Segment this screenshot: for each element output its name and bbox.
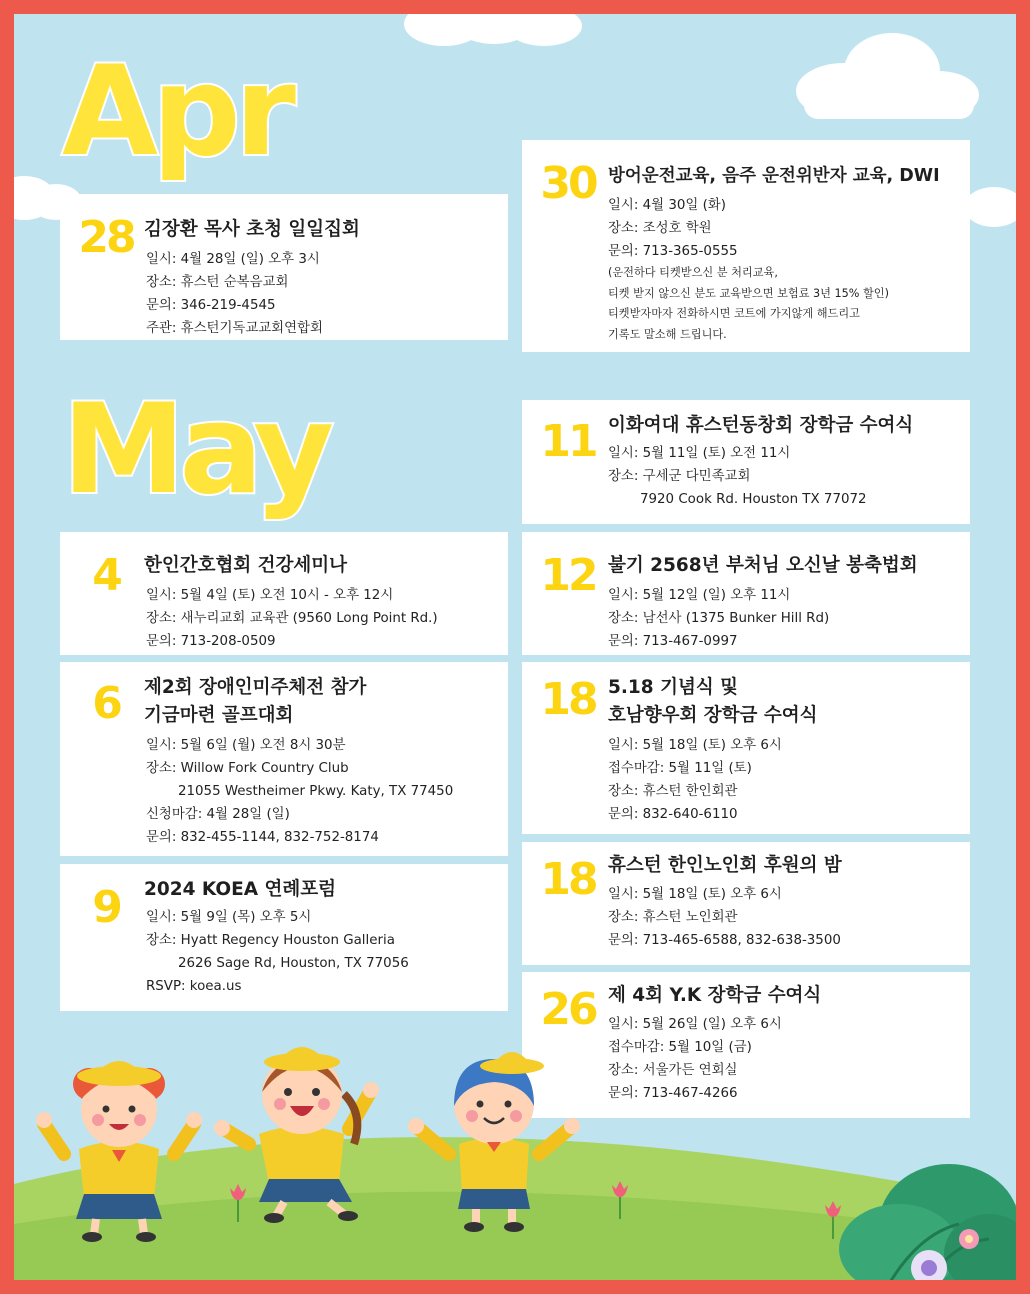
event-details <box>608 584 829 653</box>
cloud-right-small <box>964 179 1016 229</box>
event-line: 문의: 713-465-6588, 832-638-3500 <box>608 933 841 948</box>
kid-illustration-right <box>404 1044 584 1234</box>
event-day: 18 <box>540 854 596 905</box>
event-line: 장소: 휴스턴 한인회관 <box>608 784 738 799</box>
event-line: 장소: 구세군 다민족교회 <box>608 469 751 484</box>
kid-illustration-left <box>34 1054 204 1244</box>
event-day: 28 <box>78 212 134 263</box>
event-title: 2024 KOEA 연례포럼 <box>144 879 337 900</box>
cloud-right <box>784 29 984 124</box>
event-line: 21055 Westheimer Pkwy. Katy, TX 77450 <box>178 784 454 799</box>
event-line: 문의: 713-467-4266 <box>608 1086 738 1101</box>
event-line: 일시: 4월 30일 (화) <box>608 198 726 213</box>
event-title: 방어운전교육, 음주 운전위반자 교육, DWI <box>608 166 940 186</box>
event-details <box>608 883 841 952</box>
event-day: 9 <box>92 882 120 933</box>
kid-illustration-center <box>214 1034 384 1224</box>
event-note: 기록도 말소해 드립니다. <box>608 327 727 341</box>
event-title: 5.18 기념식 및 <box>608 677 739 698</box>
event-line: 2626 Sage Rd, Houston, TX 77056 <box>178 956 409 971</box>
event-card-apr-30 <box>522 140 970 352</box>
event-card-may-9 <box>60 864 508 1011</box>
event-note: 티켓 받지 않으신 분도 교육받으면 보험료 3년 15% 할인) <box>608 286 889 300</box>
event-details <box>146 906 409 998</box>
event-details <box>608 194 889 345</box>
cloud-top-center <box>394 14 594 54</box>
event-line: 장소: 조성호 학원 <box>608 221 712 236</box>
event-line: 장소: 서울가든 연회실 <box>608 1063 738 1078</box>
event-line: 장소: Willow Fork Country Club <box>146 761 349 776</box>
event-day: 6 <box>92 678 120 729</box>
event-title: 제2회 장애인미주체전 참가 <box>144 677 367 698</box>
event-card-may-18-memorial <box>522 662 970 834</box>
event-title: 불기 2568년 부처님 오신날 봉축법회 <box>608 555 918 576</box>
event-note: 티켓받자마자 전화하시면 코트에 가지않게 해드리고 <box>608 307 860 320</box>
event-day: 26 <box>540 984 596 1035</box>
event-title: 한인간호협회 건강세미나 <box>144 555 348 576</box>
event-line: 일시: 5월 18일 (토) 오후 6시 <box>608 887 782 902</box>
event-day: 18 <box>540 674 596 725</box>
event-line: 장소: 휴스턴 노인회관 <box>608 910 738 925</box>
event-line: 7920 Cook Rd. Houston TX 77072 <box>640 492 867 507</box>
event-line: 신청마감: 4월 28일 (일) <box>146 807 290 822</box>
event-title: 제 4회 Y.K 장학금 수여식 <box>608 985 822 1006</box>
sky-background <box>14 14 1016 1280</box>
event-day: 4 <box>92 550 120 601</box>
event-line: 일시: 5월 4일 (토) 오전 10시 - 오후 12시 <box>146 588 394 603</box>
event-line: 일시: 5월 6일 (월) 오전 8시 30분 <box>146 738 346 753</box>
event-line: 문의: 713-365-0555 <box>608 244 738 259</box>
event-day: 11 <box>540 416 596 467</box>
event-line: 문의: 713-208-0509 <box>146 634 276 649</box>
event-details <box>146 584 438 653</box>
event-title: 김장환 목사 초청 일일집회 <box>144 219 360 240</box>
event-card-may-6 <box>60 662 508 856</box>
event-line: 장소: 휴스턴 순복음교회 <box>146 275 289 290</box>
event-details <box>146 734 453 849</box>
event-line: 일시: 5월 26일 (일) 오후 6시 <box>608 1017 782 1032</box>
event-line: 장소: 남선사 (1375 Bunker Hill Rd) <box>608 611 830 626</box>
event-day: 12 <box>540 550 596 601</box>
event-line: 접수마감: 5월 11일 (토) <box>608 761 752 776</box>
tulip-icon <box>821 1199 845 1239</box>
bush-illustration <box>829 1154 1016 1280</box>
event-line: 문의: 346-219-4545 <box>146 298 276 313</box>
event-line: 주관: 휴스턴기독교교회연합회 <box>146 321 323 336</box>
month-title-apr: Apr <box>62 40 290 184</box>
event-line: 접수마감: 5월 10일 (금) <box>608 1040 752 1055</box>
event-details <box>608 734 782 826</box>
event-card-may-26 <box>522 972 970 1118</box>
event-card-apr-28 <box>60 194 508 340</box>
event-day: 30 <box>540 158 596 209</box>
event-card-may-11 <box>522 400 970 524</box>
event-line: 일시: 5월 12일 (일) 오후 11시 <box>608 588 791 603</box>
event-title: 이화여대 휴스턴동창회 장학금 수여식 <box>608 415 914 436</box>
event-card-may-18-seniors <box>522 842 970 965</box>
event-title: 기금마련 골프대회 <box>144 705 294 726</box>
event-line: 일시: 4월 28일 (일) 오후 3시 <box>146 252 320 267</box>
event-line: 일시: 5월 9일 (목) 오후 5시 <box>146 910 312 925</box>
event-title: 호남향우회 장학금 수여식 <box>608 705 818 726</box>
event-line: 일시: 5월 18일 (토) 오후 6시 <box>608 738 782 753</box>
event-card-may-4 <box>60 532 508 655</box>
event-note: (운전하다 티켓받으신 분 처리교육, <box>608 266 778 279</box>
event-line: 문의: 832-640-6110 <box>608 807 738 822</box>
event-title: 휴스턴 한인노인회 후원의 밤 <box>608 855 842 876</box>
event-line: 문의: 713-467-0997 <box>608 634 738 649</box>
event-details <box>608 442 867 511</box>
month-title-may: May <box>62 378 329 522</box>
event-details <box>608 1013 782 1105</box>
event-line: 장소: 새누리교회 교육관 (9560 Long Point Rd.) <box>146 611 438 626</box>
event-line: 문의: 832-455-1144, 832-752-8174 <box>146 830 379 845</box>
event-line: RSVP: koea.us <box>146 979 242 994</box>
event-line: 일시: 5월 11일 (토) 오전 11시 <box>608 446 791 461</box>
event-card-may-12 <box>522 532 970 655</box>
event-line: 장소: Hyatt Regency Houston Galleria <box>146 933 395 948</box>
tulip-icon <box>608 1179 632 1219</box>
event-details <box>146 248 323 340</box>
